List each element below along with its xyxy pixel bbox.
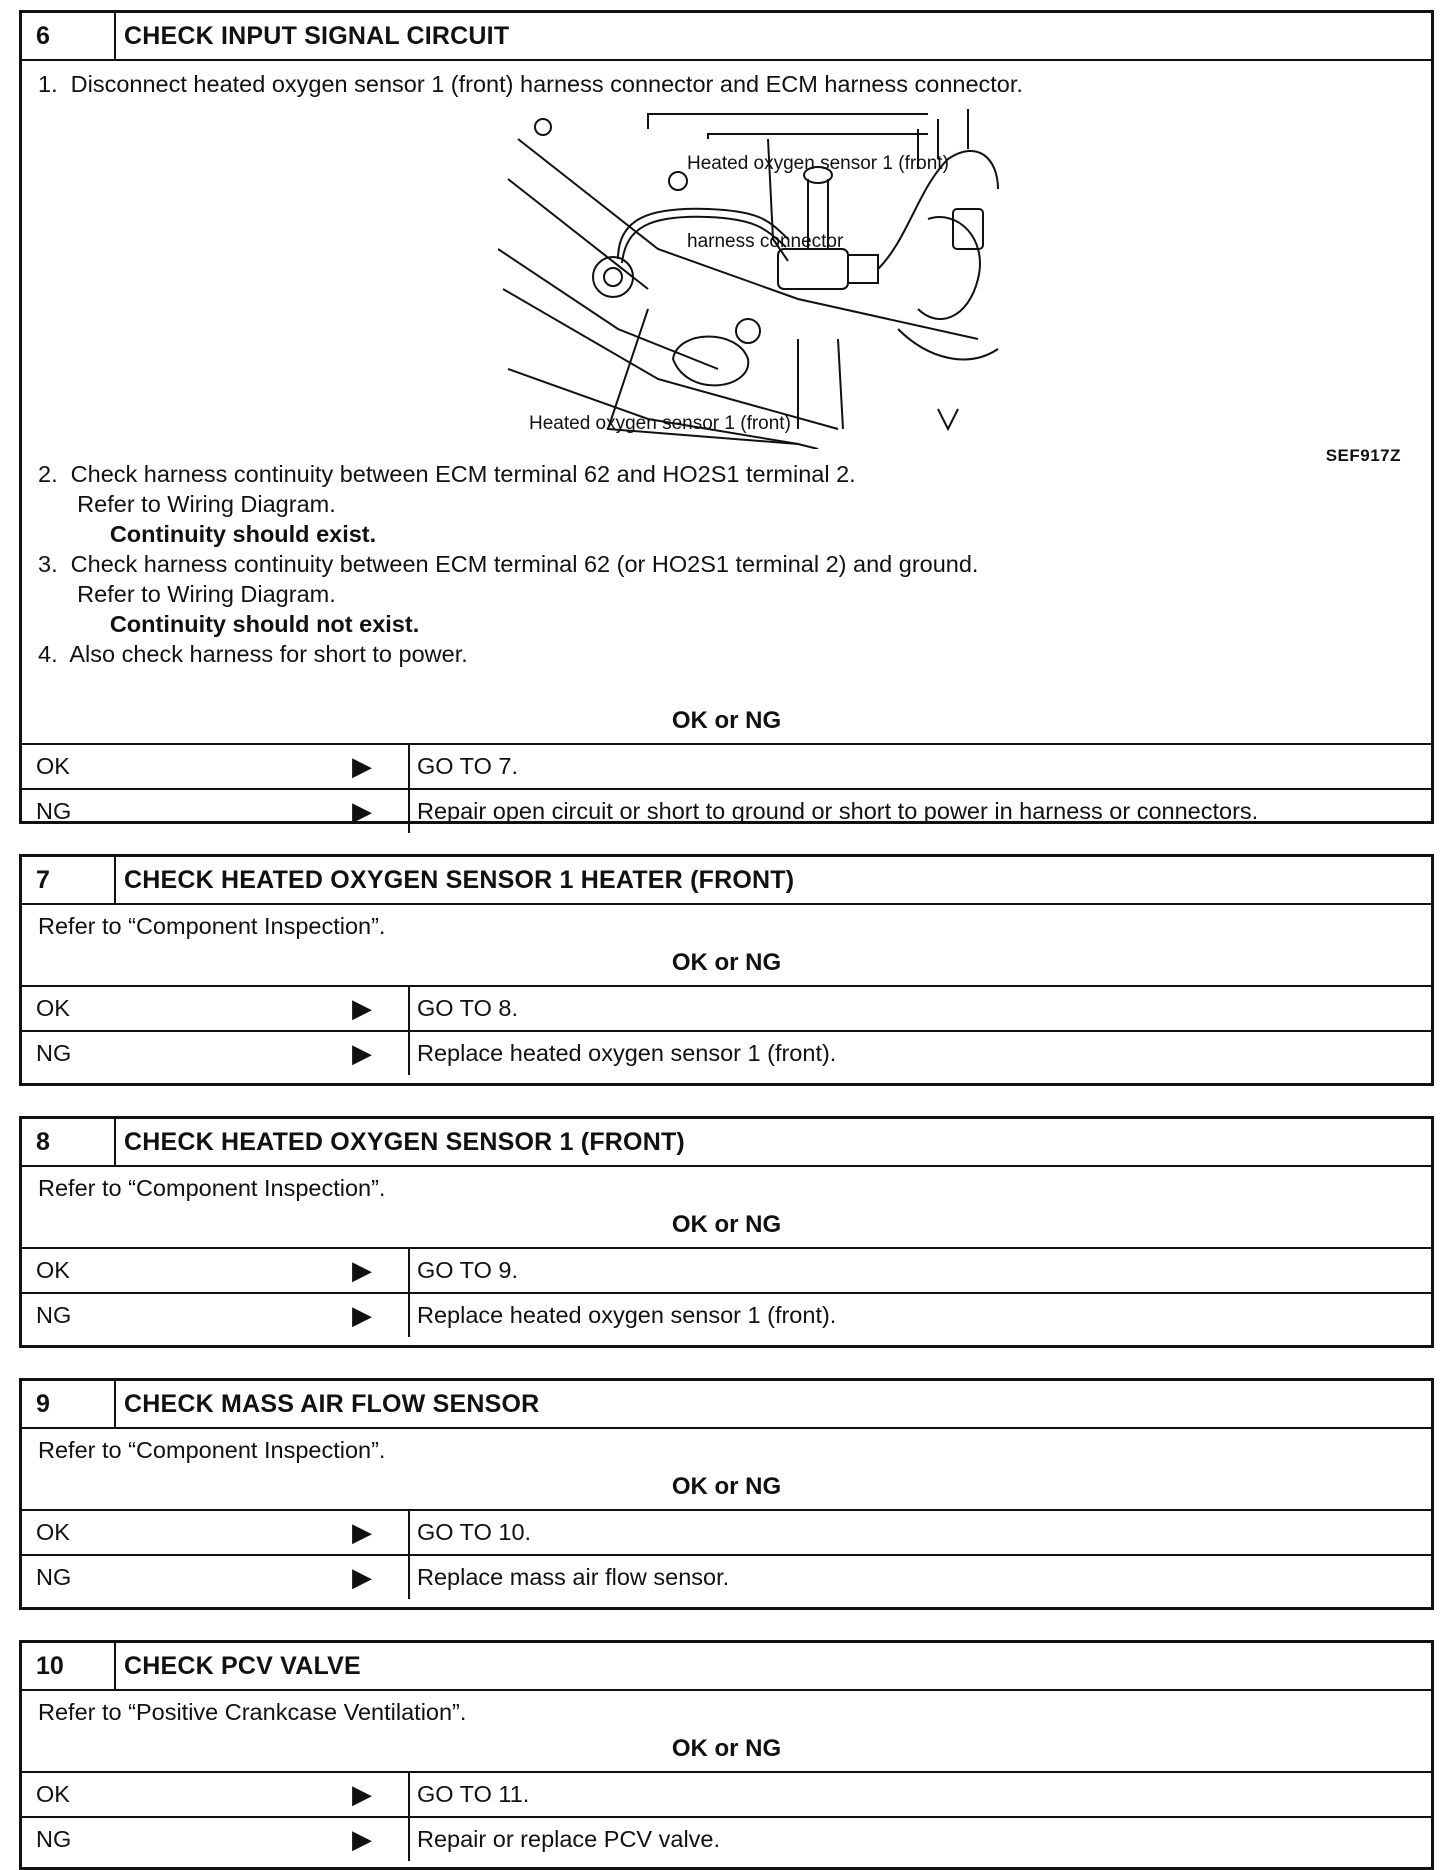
- result-action: GO TO 8.: [417, 995, 518, 1021]
- result-action: GO TO 10.: [417, 1519, 532, 1545]
- result-label: NG: [36, 798, 72, 824]
- step-8-block: [19, 1116, 1434, 1348]
- figure-label-sensor: Heated oxygen sensor 1 (front): [529, 413, 791, 434]
- ok-or-ng-label: OK or NG: [671, 1211, 782, 1238]
- result-row-ng: [22, 1554, 1431, 1599]
- result-label: OK: [36, 995, 70, 1021]
- arrow-icon: ▶: [352, 1300, 372, 1330]
- result-label: NG: [36, 1826, 72, 1852]
- result-label: OK: [36, 1257, 70, 1283]
- result-label: NG: [36, 1564, 72, 1590]
- result-label: NG: [36, 1040, 72, 1066]
- result-row-ok: [22, 1771, 1431, 1816]
- instruction-line: Refer to “Component Inspection”.: [38, 913, 386, 939]
- step-header: [22, 1643, 1431, 1691]
- step-title: CHECK HEATED OXYGEN SENSOR 1 HEATER (FRONT): [124, 865, 795, 894]
- result-row-ng: [22, 1292, 1431, 1337]
- figure-label-line: harness connector: [687, 231, 844, 252]
- result-label: OK: [36, 1519, 70, 1545]
- instruction-line: 1. Disconnect heated oxygen sensor 1 (front) harness connector and ECM harness connector.: [38, 71, 1023, 97]
- step-title: CHECK HEATED OXYGEN SENSOR 1 (FRONT): [124, 1127, 685, 1156]
- result-row-ok: [22, 1247, 1431, 1292]
- arrow-icon: ▶: [352, 1255, 372, 1285]
- result-label: OK: [36, 753, 70, 779]
- step-6-block: [19, 10, 1434, 824]
- result-row-ok: [22, 985, 1431, 1030]
- ok-or-ng-label: OK or NG: [671, 949, 782, 976]
- arrow-icon: ▶: [352, 1562, 372, 1592]
- instruction-line: 4. Also check harness for short to power.: [38, 641, 468, 667]
- instruction-line: Refer to “Component Inspection”.: [38, 1175, 386, 1201]
- result-action: GO TO 11.: [417, 1781, 530, 1807]
- step-title: CHECK PCV VALVE: [124, 1651, 361, 1680]
- arrow-icon: ▶: [352, 1038, 372, 1068]
- ok-or-ng-label: OK or NG: [671, 707, 782, 734]
- step-header: [22, 857, 1431, 905]
- step-number: 9: [22, 1381, 116, 1427]
- step-header: [22, 1381, 1431, 1429]
- arrow-icon: ▶: [352, 796, 372, 826]
- instruction-line: 2. Check harness continuity between ECM terminal 62 and HO2S1 terminal 2.: [38, 461, 856, 487]
- step-number: 6: [22, 13, 116, 59]
- step-instructions: [22, 1167, 1431, 1203]
- ok-or-ng-label: OK or NG: [671, 1735, 782, 1762]
- step-header: [22, 1119, 1431, 1167]
- step-9-block: [19, 1378, 1434, 1610]
- result-action: GO TO 7.: [417, 753, 518, 779]
- result-action: Replace heated oxygen sensor 1 (front).: [417, 1302, 837, 1328]
- ok-or-ng-label: OK or NG: [671, 1473, 782, 1500]
- step-instructions: [22, 905, 1431, 941]
- step-title: CHECK INPUT SIGNAL CIRCUIT: [124, 21, 510, 50]
- result-row-ng: [22, 788, 1431, 833]
- result-row-ok: [22, 743, 1431, 788]
- step-title: CHECK MASS AIR FLOW SENSOR: [124, 1389, 540, 1418]
- result-action: GO TO 9.: [417, 1257, 518, 1283]
- arrow-icon: ▶: [352, 1824, 372, 1854]
- arrow-icon: ▶: [352, 751, 372, 781]
- step-number: 10: [22, 1643, 116, 1689]
- arrow-icon: ▶: [352, 993, 372, 1023]
- arrow-icon: ▶: [352, 1779, 372, 1809]
- step-number: 8: [22, 1119, 116, 1165]
- result-label: OK: [36, 1781, 70, 1807]
- connector-figure: [38, 99, 1415, 465]
- result-action: Replace heated oxygen sensor 1 (front).: [417, 1040, 837, 1066]
- step-instructions: [22, 1429, 1431, 1465]
- result-row-ng: [22, 1816, 1431, 1861]
- instruction-line: Refer to “Positive Crankcase Ventilation”.: [38, 1699, 467, 1725]
- arrow-icon: ▶: [352, 1517, 372, 1547]
- step-header: [22, 13, 1431, 61]
- result-action: Replace mass air flow sensor.: [417, 1564, 730, 1590]
- result-row-ok: [22, 1509, 1431, 1554]
- result-label: NG: [36, 1302, 72, 1328]
- instruction-line: Refer to Wiring Diagram.: [38, 581, 336, 607]
- instruction-line: Refer to “Component Inspection”.: [38, 1437, 386, 1463]
- step-10-block: [19, 1640, 1434, 1870]
- instruction-line: Refer to Wiring Diagram.: [38, 491, 336, 517]
- step-instructions: [22, 61, 1431, 669]
- figure-code: SEF917Z: [1325, 446, 1401, 465]
- instruction-line: Continuity should exist.: [38, 521, 377, 547]
- result-action: Repair open circuit or short to ground or short to power in harness or connectors.: [417, 798, 1259, 824]
- figure-label-line: Heated oxygen sensor 1 (front): [687, 153, 949, 174]
- instruction-line: Continuity should not exist.: [38, 611, 420, 637]
- result-action: Repair or replace PCV valve.: [417, 1826, 721, 1852]
- result-row-ng: [22, 1030, 1431, 1075]
- step-7-block: [19, 854, 1434, 1086]
- figure-label-connector: [687, 99, 949, 307]
- step-instructions: [22, 1691, 1431, 1727]
- step-number: 7: [22, 857, 116, 903]
- instruction-line: 3. Check harness continuity between ECM terminal 62 (or HO2S1 terminal 2) and ground.: [38, 551, 979, 577]
